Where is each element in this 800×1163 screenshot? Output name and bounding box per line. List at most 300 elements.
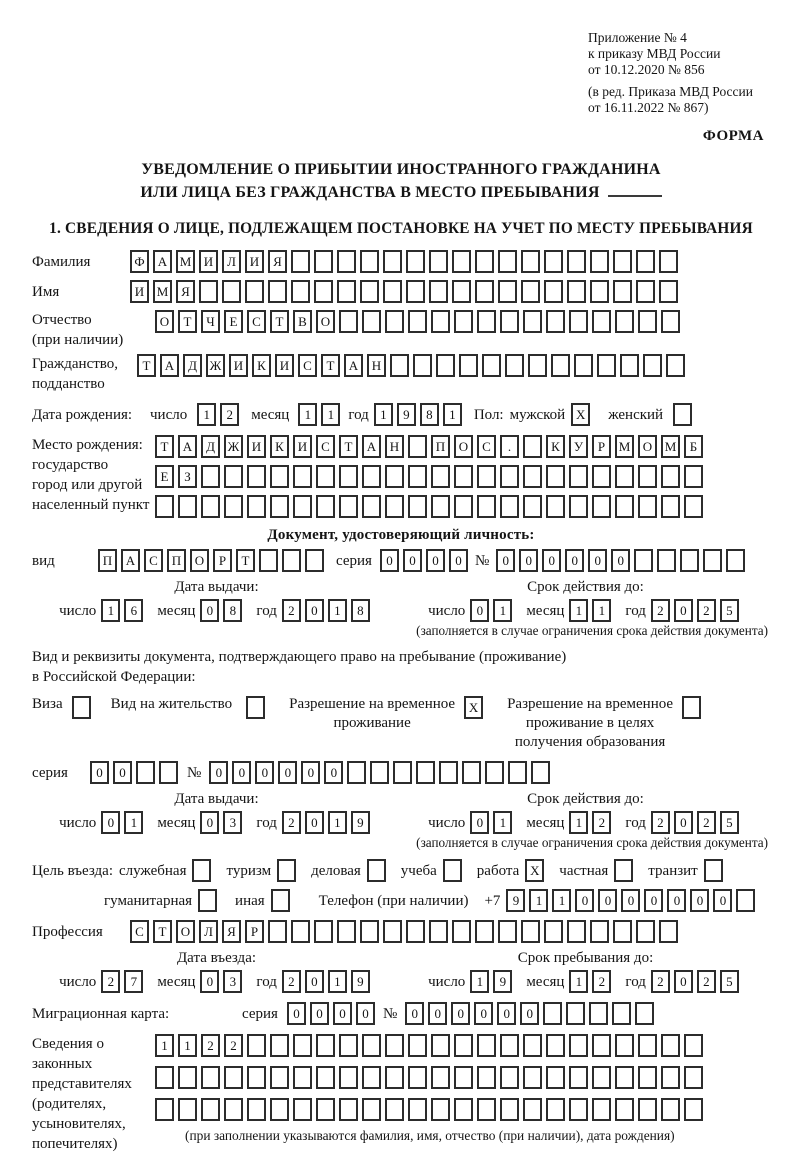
char-cell[interactable] (597, 354, 616, 377)
work-checkbox[interactable]: X (525, 859, 544, 882)
char-cell[interactable] (316, 1034, 335, 1057)
char-cell[interactable]: М (661, 435, 680, 458)
char-cell[interactable]: З (178, 465, 197, 488)
char-cell[interactable]: 1 (321, 403, 340, 426)
char-cell[interactable] (362, 1034, 381, 1057)
char-cell[interactable]: 0 (575, 889, 594, 912)
char-cell[interactable]: 0 (565, 549, 584, 572)
char-cell[interactable]: 1 (178, 1034, 197, 1057)
char-cell[interactable]: 0 (713, 889, 732, 912)
char-cell[interactable] (178, 1098, 197, 1121)
char-cell[interactable] (431, 1098, 450, 1121)
char-cell[interactable] (316, 1066, 335, 1089)
char-cell[interactable] (546, 495, 565, 518)
char-cell[interactable]: 9 (493, 970, 512, 993)
char-cell[interactable]: 2 (697, 970, 716, 993)
char-cell[interactable]: Т (155, 435, 174, 458)
char-cell[interactable]: 0 (301, 761, 320, 784)
char-cell[interactable] (569, 495, 588, 518)
char-cell[interactable] (477, 495, 496, 518)
char-cell[interactable]: 0 (519, 549, 538, 572)
char-cell[interactable]: В (293, 310, 312, 333)
char-cell[interactable] (684, 1034, 703, 1057)
char-cell[interactable]: 0 (674, 599, 693, 622)
char-cell[interactable]: Т (321, 354, 340, 377)
char-cell[interactable] (592, 495, 611, 518)
char-cell[interactable] (452, 250, 471, 273)
char-cell[interactable] (661, 465, 680, 488)
char-cell[interactable] (613, 250, 632, 273)
char-cell[interactable]: 0 (667, 889, 686, 912)
char-cell[interactable] (245, 280, 264, 303)
char-cell[interactable]: 1 (493, 811, 512, 834)
char-cell[interactable] (385, 310, 404, 333)
char-cell[interactable]: 0 (470, 811, 489, 834)
char-cell[interactable] (429, 280, 448, 303)
char-cell[interactable] (159, 761, 178, 784)
char-cell[interactable]: 1 (569, 970, 588, 993)
char-cell[interactable] (498, 280, 517, 303)
char-cell[interactable]: П (167, 549, 186, 572)
char-cell[interactable] (360, 920, 379, 943)
char-cell[interactable] (270, 1034, 289, 1057)
char-cell[interactable]: Е (155, 465, 174, 488)
char-cell[interactable]: 2 (697, 811, 716, 834)
char-cell[interactable]: С (298, 354, 317, 377)
char-cell[interactable] (500, 1098, 519, 1121)
char-cell[interactable]: 0 (405, 1002, 424, 1025)
char-cell[interactable] (475, 280, 494, 303)
char-cell[interactable] (337, 920, 356, 943)
char-cell[interactable] (259, 549, 278, 572)
char-cell[interactable]: М (176, 250, 195, 273)
char-cell[interactable]: Б (684, 435, 703, 458)
char-cell[interactable] (408, 435, 427, 458)
char-cell[interactable] (531, 761, 550, 784)
char-cell[interactable] (615, 495, 634, 518)
char-cell[interactable] (436, 354, 455, 377)
char-cell[interactable]: 1 (374, 403, 393, 426)
char-cell[interactable]: И (247, 435, 266, 458)
char-cell[interactable] (462, 761, 481, 784)
char-cell[interactable]: 0 (497, 1002, 516, 1025)
char-cell[interactable]: О (316, 310, 335, 333)
char-cell[interactable]: К (252, 354, 271, 377)
char-cell[interactable] (543, 1002, 562, 1025)
char-cell[interactable]: А (160, 354, 179, 377)
char-cell[interactable]: Т (339, 435, 358, 458)
char-cell[interactable] (500, 465, 519, 488)
char-cell[interactable]: 1 (124, 811, 143, 834)
male-checkbox[interactable]: X (571, 403, 590, 426)
char-cell[interactable] (291, 250, 310, 273)
char-cell[interactable] (638, 1098, 657, 1121)
char-cell[interactable]: А (344, 354, 363, 377)
official-checkbox[interactable] (192, 859, 211, 882)
char-cell[interactable] (590, 250, 609, 273)
char-cell[interactable]: 0 (542, 549, 561, 572)
char-cell[interactable]: С (477, 435, 496, 458)
char-cell[interactable] (523, 435, 542, 458)
char-cell[interactable] (546, 465, 565, 488)
char-cell[interactable] (406, 280, 425, 303)
char-cell[interactable] (314, 280, 333, 303)
char-cell[interactable]: 1 (470, 970, 489, 993)
char-cell[interactable] (521, 250, 540, 273)
char-cell[interactable] (247, 1034, 266, 1057)
char-cell[interactable] (544, 280, 563, 303)
char-cell[interactable]: 0 (496, 549, 515, 572)
char-cell[interactable] (347, 761, 366, 784)
char-cell[interactable]: М (615, 435, 634, 458)
char-cell[interactable] (339, 465, 358, 488)
char-cell[interactable]: Л (222, 250, 241, 273)
char-cell[interactable] (362, 465, 381, 488)
char-cell[interactable] (339, 310, 358, 333)
char-cell[interactable]: С (247, 310, 266, 333)
char-cell[interactable] (523, 1066, 542, 1089)
char-cell[interactable] (178, 495, 197, 518)
char-cell[interactable]: 0 (333, 1002, 352, 1025)
char-cell[interactable]: 0 (200, 811, 219, 834)
char-cell[interactable] (431, 465, 450, 488)
char-cell[interactable] (406, 920, 425, 943)
char-cell[interactable]: 1 (493, 599, 512, 622)
char-cell[interactable]: Т (153, 920, 172, 943)
char-cell[interactable]: 0 (451, 1002, 470, 1025)
char-cell[interactable] (661, 310, 680, 333)
char-cell[interactable] (459, 354, 478, 377)
char-cell[interactable] (638, 1066, 657, 1089)
char-cell[interactable] (523, 465, 542, 488)
char-cell[interactable]: Ж (206, 354, 225, 377)
char-cell[interactable] (636, 250, 655, 273)
other-checkbox[interactable] (271, 889, 290, 912)
char-cell[interactable] (406, 250, 425, 273)
char-cell[interactable] (454, 1066, 473, 1089)
char-cell[interactable] (305, 549, 324, 572)
char-cell[interactable]: Л (199, 920, 218, 943)
char-cell[interactable] (362, 1098, 381, 1121)
char-cell[interactable] (385, 495, 404, 518)
char-cell[interactable]: 2 (592, 970, 611, 993)
char-cell[interactable]: П (431, 435, 450, 458)
char-cell[interactable]: О (155, 310, 174, 333)
char-cell[interactable] (293, 465, 312, 488)
char-cell[interactable] (201, 495, 220, 518)
char-cell[interactable]: А (362, 435, 381, 458)
char-cell[interactable] (385, 1098, 404, 1121)
char-cell[interactable]: 6 (124, 599, 143, 622)
char-cell[interactable] (544, 920, 563, 943)
char-cell[interactable]: 0 (305, 599, 324, 622)
private-checkbox[interactable] (614, 859, 633, 882)
char-cell[interactable] (339, 495, 358, 518)
char-cell[interactable] (439, 761, 458, 784)
char-cell[interactable] (360, 280, 379, 303)
char-cell[interactable]: Р (213, 549, 232, 572)
char-cell[interactable] (590, 280, 609, 303)
char-cell[interactable]: 1 (155, 1034, 174, 1057)
char-cell[interactable] (337, 250, 356, 273)
char-cell[interactable] (385, 465, 404, 488)
char-cell[interactable] (661, 1098, 680, 1121)
char-cell[interactable]: Д (183, 354, 202, 377)
char-cell[interactable] (589, 1002, 608, 1025)
char-cell[interactable]: 1 (328, 970, 347, 993)
char-cell[interactable] (521, 280, 540, 303)
char-cell[interactable] (726, 549, 745, 572)
char-cell[interactable] (475, 250, 494, 273)
char-cell[interactable] (498, 920, 517, 943)
char-cell[interactable]: 2 (651, 811, 670, 834)
char-cell[interactable] (452, 280, 471, 303)
char-cell[interactable]: 0 (305, 811, 324, 834)
char-cell[interactable]: Р (245, 920, 264, 943)
char-cell[interactable] (528, 354, 547, 377)
char-cell[interactable] (247, 1066, 266, 1089)
char-cell[interactable] (569, 465, 588, 488)
char-cell[interactable]: 0 (428, 1002, 447, 1025)
char-cell[interactable]: 2 (282, 599, 301, 622)
char-cell[interactable]: 0 (674, 970, 693, 993)
char-cell[interactable] (546, 1098, 565, 1121)
char-cell[interactable] (638, 495, 657, 518)
char-cell[interactable] (475, 920, 494, 943)
char-cell[interactable] (659, 280, 678, 303)
char-cell[interactable]: Я (176, 280, 195, 303)
char-cell[interactable] (268, 920, 287, 943)
char-cell[interactable]: 9 (397, 403, 416, 426)
char-cell[interactable] (657, 549, 676, 572)
char-cell[interactable]: 5 (720, 599, 739, 622)
char-cell[interactable]: И (275, 354, 294, 377)
char-cell[interactable]: 1 (298, 403, 317, 426)
char-cell[interactable] (498, 250, 517, 273)
char-cell[interactable]: А (178, 435, 197, 458)
char-cell[interactable] (370, 761, 389, 784)
char-cell[interactable] (574, 354, 593, 377)
char-cell[interactable]: 0 (520, 1002, 539, 1025)
char-cell[interactable] (477, 310, 496, 333)
char-cell[interactable] (291, 280, 310, 303)
char-cell[interactable] (569, 1034, 588, 1057)
char-cell[interactable] (477, 1098, 496, 1121)
char-cell[interactable]: О (454, 435, 473, 458)
char-cell[interactable]: 0 (674, 811, 693, 834)
char-cell[interactable]: 5 (720, 811, 739, 834)
char-cell[interactable]: Н (385, 435, 404, 458)
char-cell[interactable]: 1 (569, 811, 588, 834)
char-cell[interactable] (431, 310, 450, 333)
char-cell[interactable]: 1 (552, 889, 571, 912)
char-cell[interactable] (293, 1066, 312, 1089)
char-cell[interactable] (546, 1066, 565, 1089)
char-cell[interactable] (500, 310, 519, 333)
char-cell[interactable] (590, 920, 609, 943)
char-cell[interactable] (393, 761, 412, 784)
char-cell[interactable]: 2 (201, 1034, 220, 1057)
char-cell[interactable] (569, 310, 588, 333)
char-cell[interactable] (339, 1034, 358, 1057)
transit-checkbox[interactable] (704, 859, 723, 882)
char-cell[interactable]: 0 (621, 889, 640, 912)
char-cell[interactable]: 0 (209, 761, 228, 784)
char-cell[interactable] (635, 1002, 654, 1025)
char-cell[interactable]: П (98, 549, 117, 572)
char-cell[interactable] (136, 761, 155, 784)
char-cell[interactable] (523, 310, 542, 333)
char-cell[interactable]: 2 (697, 599, 716, 622)
char-cell[interactable] (680, 549, 699, 572)
char-cell[interactable] (508, 761, 527, 784)
char-cell[interactable]: 1 (443, 403, 462, 426)
char-cell[interactable] (270, 1066, 289, 1089)
char-cell[interactable] (566, 1002, 585, 1025)
char-cell[interactable] (569, 1066, 588, 1089)
char-cell[interactable]: . (500, 435, 519, 458)
char-cell[interactable] (454, 1098, 473, 1121)
char-cell[interactable] (505, 354, 524, 377)
residence-permit-checkbox[interactable] (246, 696, 265, 719)
char-cell[interactable]: Ф (130, 250, 149, 273)
char-cell[interactable] (615, 1066, 634, 1089)
char-cell[interactable] (155, 495, 174, 518)
char-cell[interactable] (521, 920, 540, 943)
char-cell[interactable]: 3 (223, 970, 242, 993)
char-cell[interactable] (684, 465, 703, 488)
char-cell[interactable] (454, 1034, 473, 1057)
char-cell[interactable]: 0 (598, 889, 617, 912)
char-cell[interactable]: 2 (224, 1034, 243, 1057)
char-cell[interactable]: Р (592, 435, 611, 458)
char-cell[interactable]: 0 (287, 1002, 306, 1025)
char-cell[interactable] (383, 250, 402, 273)
char-cell[interactable]: 0 (449, 549, 468, 572)
char-cell[interactable] (615, 1034, 634, 1057)
char-cell[interactable] (592, 1034, 611, 1057)
char-cell[interactable]: 0 (474, 1002, 493, 1025)
char-cell[interactable]: И (229, 354, 248, 377)
char-cell[interactable] (201, 465, 220, 488)
char-cell[interactable] (362, 1066, 381, 1089)
char-cell[interactable] (408, 1098, 427, 1121)
char-cell[interactable] (224, 495, 243, 518)
char-cell[interactable]: 5 (720, 970, 739, 993)
char-cell[interactable]: О (176, 920, 195, 943)
char-cell[interactable] (270, 495, 289, 518)
char-cell[interactable] (247, 465, 266, 488)
char-cell[interactable]: 0 (200, 599, 219, 622)
char-cell[interactable]: И (293, 435, 312, 458)
char-cell[interactable] (546, 1034, 565, 1057)
char-cell[interactable] (314, 250, 333, 273)
char-cell[interactable]: Т (270, 310, 289, 333)
char-cell[interactable] (362, 310, 381, 333)
char-cell[interactable]: Ж (224, 435, 243, 458)
char-cell[interactable]: 0 (255, 761, 274, 784)
char-cell[interactable] (567, 920, 586, 943)
char-cell[interactable] (339, 1098, 358, 1121)
char-cell[interactable] (201, 1098, 220, 1121)
char-cell[interactable]: А (153, 250, 172, 273)
char-cell[interactable] (477, 465, 496, 488)
char-cell[interactable]: 0 (101, 811, 120, 834)
char-cell[interactable]: И (245, 250, 264, 273)
char-cell[interactable]: 9 (351, 970, 370, 993)
char-cell[interactable]: 1 (529, 889, 548, 912)
char-cell[interactable] (482, 354, 501, 377)
char-cell[interactable] (247, 495, 266, 518)
char-cell[interactable]: О (638, 435, 657, 458)
char-cell[interactable] (592, 1066, 611, 1089)
char-cell[interactable] (270, 465, 289, 488)
char-cell[interactable] (390, 354, 409, 377)
char-cell[interactable] (293, 495, 312, 518)
char-cell[interactable] (659, 920, 678, 943)
char-cell[interactable] (282, 549, 301, 572)
char-cell[interactable]: 8 (223, 599, 242, 622)
char-cell[interactable] (199, 280, 218, 303)
char-cell[interactable] (293, 1034, 312, 1057)
char-cell[interactable] (500, 1066, 519, 1089)
char-cell[interactable] (408, 1034, 427, 1057)
temp-permit-edu-checkbox[interactable] (682, 696, 701, 719)
study-checkbox[interactable] (443, 859, 462, 882)
char-cell[interactable] (592, 1098, 611, 1121)
char-cell[interactable] (178, 1066, 197, 1089)
char-cell[interactable]: О (190, 549, 209, 572)
char-cell[interactable]: К (270, 435, 289, 458)
char-cell[interactable] (316, 465, 335, 488)
char-cell[interactable] (500, 1034, 519, 1057)
char-cell[interactable] (661, 1066, 680, 1089)
char-cell[interactable] (408, 495, 427, 518)
char-cell[interactable] (314, 920, 333, 943)
char-cell[interactable]: 1 (328, 811, 347, 834)
char-cell[interactable]: 0 (200, 970, 219, 993)
char-cell[interactable]: 2 (282, 970, 301, 993)
char-cell[interactable] (224, 1098, 243, 1121)
char-cell[interactable]: Я (222, 920, 241, 943)
business-checkbox[interactable] (367, 859, 386, 882)
char-cell[interactable] (408, 310, 427, 333)
char-cell[interactable]: Н (367, 354, 386, 377)
char-cell[interactable] (736, 889, 755, 912)
char-cell[interactable] (638, 1034, 657, 1057)
char-cell[interactable]: Т (137, 354, 156, 377)
char-cell[interactable]: 0 (426, 549, 445, 572)
char-cell[interactable]: 0 (278, 761, 297, 784)
char-cell[interactable] (703, 549, 722, 572)
char-cell[interactable]: И (199, 250, 218, 273)
char-cell[interactable]: 2 (282, 811, 301, 834)
char-cell[interactable]: Т (236, 549, 255, 572)
char-cell[interactable] (385, 1066, 404, 1089)
humanitarian-checkbox[interactable] (198, 889, 217, 912)
char-cell[interactable] (477, 1034, 496, 1057)
char-cell[interactable] (385, 1034, 404, 1057)
char-cell[interactable]: С (144, 549, 163, 572)
char-cell[interactable] (684, 495, 703, 518)
char-cell[interactable] (684, 1098, 703, 1121)
char-cell[interactable]: 1 (197, 403, 216, 426)
char-cell[interactable] (620, 354, 639, 377)
char-cell[interactable] (638, 310, 657, 333)
char-cell[interactable] (429, 250, 448, 273)
char-cell[interactable] (661, 495, 680, 518)
char-cell[interactable] (546, 310, 565, 333)
